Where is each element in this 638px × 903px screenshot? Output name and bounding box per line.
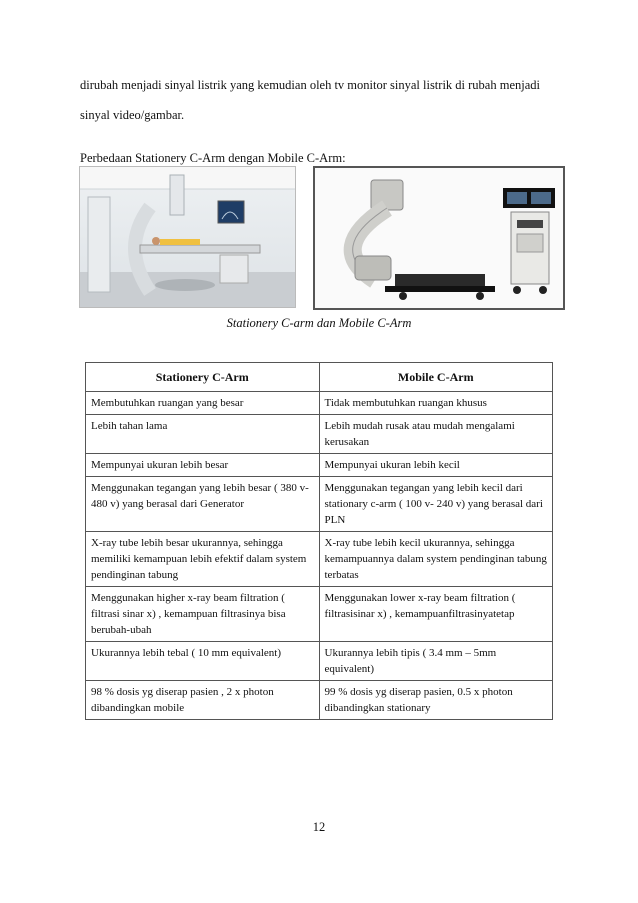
table-header-stationary: Stationery C-Arm	[86, 363, 320, 392]
table-cell: X-ray tube lebih besar ukurannya, sehingga memiliki kemampuan lebih efektif dalam system pendinginan tabung	[86, 532, 320, 587]
table-cell: Tidak membutuhkan ruangan khusus	[319, 392, 553, 415]
table-cell: Ukurannya lebih tipis ( 3.4 mm – 5mm equivalent)	[319, 642, 553, 681]
table-row	[86, 415, 553, 454]
table-header-mobile: Mobile C-Arm	[319, 363, 553, 392]
comparison-table	[85, 362, 553, 720]
table-row	[86, 681, 553, 720]
table-cell: 99 % dosis yg diserap pasien, 0.5 x photon dibandingkan stationary	[319, 681, 553, 720]
stationary-c-arm-photo	[79, 166, 296, 308]
table-cell: X-ray tube lebih kecil ukurannya, sehingga kemampuannya dalam system pendinginan tabung terbatas	[319, 532, 553, 587]
table-cell: Ukurannya lebih tebal ( 10 mm equivalent)	[86, 642, 320, 681]
table-row	[86, 642, 553, 681]
table-cell: Membutuhkan ruangan yang besar	[86, 392, 320, 415]
figure-caption: Stationery C-arm dan Mobile C-Arm	[226, 316, 412, 330]
table-row	[86, 532, 553, 587]
table-cell: Menggunakan lower x-ray beam filtration ( filtrasisinar x) , kemampuanfiltrasinyatetap	[319, 587, 553, 642]
table-header-row	[86, 363, 553, 392]
table-cell: Mempunyai ukuran lebih kecil	[319, 454, 553, 477]
table-cell: Lebih mudah rusak atau mudah mengalami kerusakan	[319, 415, 553, 454]
table-cell: Mempunyai ukuran lebih besar	[86, 454, 320, 477]
table-row	[86, 454, 553, 477]
table-row	[86, 587, 553, 642]
body-paragraph-2: Perbedaan Stationery C-Arm dengan Mobile C-Arm:	[80, 151, 346, 165]
table-row	[86, 392, 553, 415]
table-cell: 98 % dosis yg diserap pasien , 2 x photon dibandingkan mobile	[86, 681, 320, 720]
table-cell: Menggunakan higher x-ray beam filtration ( filtrasi sinar x) , kemampuan filtrasinya bisa berubah-ubah	[86, 587, 320, 642]
table-cell: Lebih tahan lama	[86, 415, 320, 454]
table-cell: Menggunakan tegangan yang lebih besar ( 380 v- 480 v) yang berasal dari Generator	[86, 477, 320, 532]
mobile-c-arm-photo	[313, 166, 565, 310]
table-cell: Menggunakan tegangan yang lebih kecil dari stationary c-arm ( 100 v- 240 v) yang berasal dari PLN	[319, 477, 553, 532]
table-row	[86, 477, 553, 532]
body-paragraph-1: dirubah menjadi sinyal listrik yang kemudian oleh tv monitor sinyal listrik di rubah menjadi sinyal video/gambar.	[80, 78, 540, 122]
page-number: 12	[312, 820, 326, 834]
